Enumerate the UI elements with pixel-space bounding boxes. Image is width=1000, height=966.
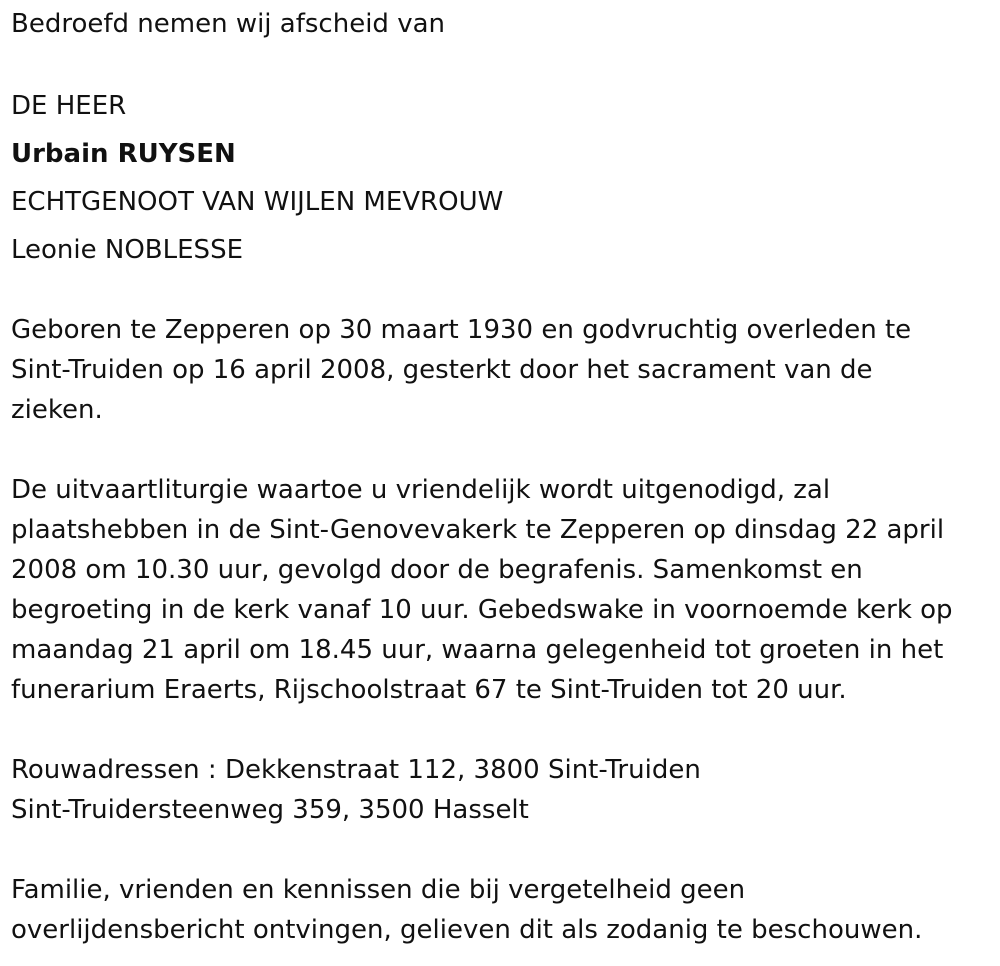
paragraph-line: zieken. (11, 395, 103, 425)
deceased-name: Urbain RUYSEN (11, 139, 236, 169)
family-note-paragraph (11, 870, 922, 950)
mourning-addresses (11, 750, 701, 830)
paragraph-line: Familie, vrienden en kennissen die bij vergetelheid geen (11, 875, 746, 905)
paragraph-line: Geboren te Zepperen op 30 maart 1930 en godvruchtig overleden te (11, 315, 912, 345)
address-line: Rouwadressen : Dekkenstraat 112, 3800 Sint-Truiden (11, 755, 701, 785)
paragraph-line: maandag 21 april om 18.45 uur, waarna gelegenheid tot groeten in het (11, 635, 944, 665)
paragraph-line: plaatshebben in de Sint-Genovevakerk te Zepperen op dinsdag 22 april (11, 515, 945, 545)
funeral-paragraph (11, 470, 953, 710)
spouse-label: ECHTGENOOT VAN WIJLEN MEVROUW (11, 187, 504, 217)
spouse-name: Leonie NOBLESSE (11, 235, 243, 265)
paragraph-line: 2008 om 10.30 uur, gevolgd door de begrafenis. Samenkomst en (11, 555, 863, 585)
birth-death-paragraph (11, 310, 911, 430)
paragraph-line: De uitvaartliturgie waartoe u vriendelijk wordt uitgenodigd, zal (11, 475, 831, 505)
intro-text: Bedroefd nemen wij afscheid van (11, 9, 445, 39)
paragraph-line: Sint-Truiden op 16 april 2008, gesterkt door het sacrament van de (11, 355, 873, 385)
paragraph-line: begroeting in de kerk vanaf 10 uur. Gebedswake in voornoemde kerk op (11, 595, 953, 625)
paragraph-line: funerarium Eraerts, Rijschoolstraat 67 te Sint-Truiden tot 20 uur. (11, 675, 847, 705)
deceased-title: DE HEER (11, 91, 127, 121)
address-line: Sint-Truidersteenweg 359, 3500 Hasselt (11, 795, 529, 825)
paragraph-line: overlijdensbericht ontvingen, gelieven dit als zodanig te beschouwen. (11, 915, 923, 945)
